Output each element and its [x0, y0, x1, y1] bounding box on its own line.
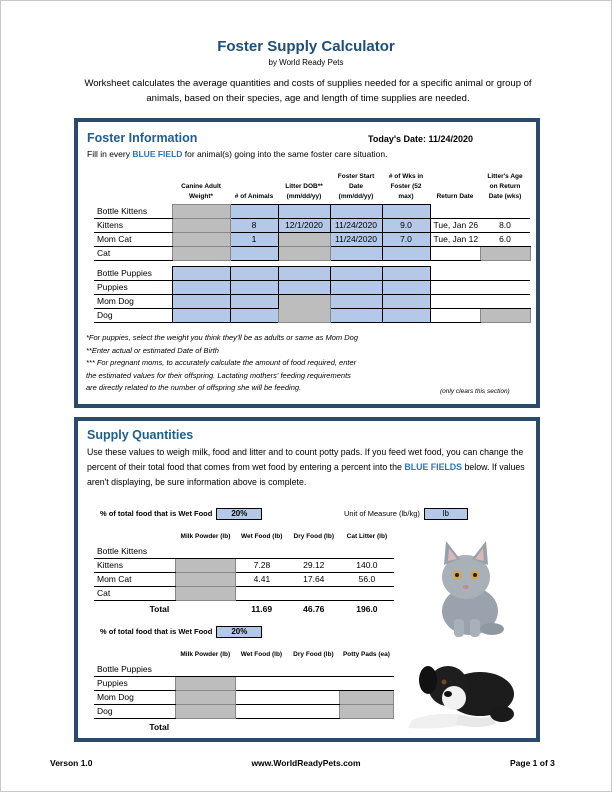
animals-input[interactable]: [230, 280, 278, 294]
weeks-input[interactable]: [382, 280, 430, 294]
weeks-input[interactable]: [382, 246, 430, 260]
return-date: [430, 308, 480, 322]
weight-input[interactable]: [172, 280, 230, 294]
header-wet-food: Wet Food (lb): [240, 533, 283, 540]
table-row: [94, 280, 530, 294]
header-milk-powder: Milk Powder (lb): [180, 533, 231, 540]
total-litter: 196.0: [356, 604, 378, 615]
dry-food-value: 29.12: [288, 558, 340, 572]
start-date-input[interactable]: [330, 280, 382, 294]
row-label: Kittens: [94, 218, 172, 232]
table-row: [94, 204, 530, 218]
animals-input[interactable]: 1: [230, 232, 278, 246]
row-label: Mom Cat: [94, 232, 172, 246]
blue-field-label: BLUE FIELD: [132, 149, 183, 159]
wet-food-value: 4.41: [236, 572, 288, 586]
weeks-input[interactable]: 9.0: [382, 218, 430, 232]
header-return-date: Return Date: [436, 193, 474, 200]
row-label: Puppies: [94, 280, 172, 294]
total-label: Total: [149, 604, 170, 615]
start-date-input[interactable]: 11/24/2020: [330, 218, 382, 232]
wet-food-dog-row: [100, 626, 262, 638]
table-row: [94, 218, 530, 232]
row-label: Cat: [94, 586, 175, 600]
header-potty-pads: Potty Pads (ea): [342, 651, 390, 658]
age-disabled: [480, 246, 530, 260]
footnote: **Enter actual or estimated Date of Birth: [86, 345, 219, 355]
return-date: [430, 246, 480, 260]
version-label: Verson 1.0: [50, 758, 93, 768]
pads-disabled: [339, 704, 393, 718]
total-row: [94, 718, 394, 736]
litter-age: [480, 266, 530, 280]
weight-disabled: [172, 204, 230, 218]
supply-instructions: Use these values to weigh milk, food and litter and to count potty pads. If you feed wet food, you can change the percent of their total food that comes from wet food by entering a percent into the BLUE FIELDS below. If values aren't displaying, be sure information above is complete.: [87, 447, 525, 487]
milk-disabled: [175, 676, 235, 690]
header-dry-food: Dry Food (lb): [293, 651, 334, 658]
footnote: *** For pregnant moms, to accurately calculate the amount of food required, enter: [86, 358, 357, 367]
table-row: [94, 586, 394, 600]
litter-age: 8.0: [480, 218, 530, 232]
animals-input[interactable]: [230, 246, 278, 260]
return-date: Tue, Jan 26: [430, 218, 480, 232]
table-row: [94, 246, 530, 260]
kitten-image: [426, 535, 508, 639]
start-date-input[interactable]: [330, 204, 382, 218]
milk-disabled: [175, 572, 235, 586]
return-date: [430, 294, 480, 308]
foster-info-table: [94, 164, 531, 323]
total-row: [94, 600, 394, 618]
footer-url[interactable]: www.WorldReadyPets.com: [251, 758, 361, 768]
wet-food-cat-input[interactable]: 20%: [216, 508, 262, 520]
start-date-input[interactable]: 11/24/2020: [330, 232, 382, 246]
weight-disabled: [172, 246, 230, 260]
animals-input[interactable]: [230, 308, 278, 322]
row-label: Bottle Puppies: [94, 266, 172, 280]
row-label: Puppies: [94, 676, 175, 690]
dry-food-value: 17.64: [288, 572, 340, 586]
litter-age: 6.0: [480, 232, 530, 246]
foster-instructions: Fill in every BLUE FIELD for animal(s) going into the same foster care situation.: [87, 149, 388, 159]
table-row: [94, 294, 530, 308]
header-foster-start: Foster Start Date (mm/dd/yy): [337, 172, 375, 200]
litter-age: [480, 204, 530, 218]
row-label: Mom Cat: [94, 572, 175, 586]
animals-input[interactable]: [230, 204, 278, 218]
weight-input[interactable]: [172, 266, 230, 280]
litter-age: [480, 294, 530, 308]
dob-disabled: [278, 232, 330, 246]
row-label: Kittens: [94, 558, 175, 572]
wet-food-label: % of total food that is Wet Food: [100, 627, 213, 636]
milk-disabled: [175, 558, 235, 572]
weight-disabled: [172, 232, 230, 246]
header-milk-powder: Milk Powder (lb): [180, 651, 231, 658]
row-label: Dog: [94, 704, 175, 718]
dob-input[interactable]: 12/1/2020: [278, 218, 330, 232]
row-label: Dog: [94, 308, 172, 322]
intro-text: Worksheet calculates the average quantities and costs of supplies needed for a specific animal or group of animals, based on their species, age and length of time supplies are needed.: [84, 78, 532, 104]
pads-disabled: [339, 690, 393, 704]
supply-title: Supply Quantities: [87, 428, 194, 442]
start-date-input[interactable]: [330, 294, 382, 308]
puppy-image: [398, 650, 520, 736]
today-date: Today's Date: 11/24/2020: [368, 134, 474, 144]
row-label: Cat: [94, 246, 172, 260]
total-dry: 46.76: [303, 604, 325, 615]
total-wet: 11.69: [251, 604, 273, 615]
header-num-animals: # of Animals: [234, 192, 274, 200]
dob-input[interactable]: [278, 204, 330, 218]
row-label: Bottle Kittens: [94, 204, 172, 218]
header-litter-dob: Litter DOB** (mm/dd/yy): [285, 182, 323, 200]
table-row: [94, 690, 394, 704]
header-canine-weight: Canine Adult Weight*: [181, 182, 221, 200]
foster-info-title: Foster Information: [87, 131, 198, 145]
wet-food-cat-row: [100, 508, 262, 520]
table-row: [94, 572, 394, 586]
weeks-input[interactable]: [382, 204, 430, 218]
litter-age: [480, 280, 530, 294]
table-row: [94, 266, 530, 280]
weeks-input[interactable]: 7.0: [382, 232, 430, 246]
weight-input[interactable]: [172, 308, 230, 322]
milk-disabled: [175, 690, 235, 704]
weeks-input[interactable]: [382, 308, 430, 322]
header-cat-litter: Cat Litter (lb): [346, 533, 388, 540]
dob-disabled: [278, 294, 330, 322]
header-dry-food: Dry Food (lb): [293, 533, 334, 540]
return-date: [430, 280, 480, 294]
milk-disabled: [175, 586, 235, 600]
dob-disabled: [278, 246, 330, 260]
start-date-input[interactable]: [330, 246, 382, 260]
weeks-input[interactable]: [382, 294, 430, 308]
animals-input[interactable]: 8: [230, 218, 278, 232]
weight-disabled: [172, 218, 230, 232]
dob-input[interactable]: [278, 266, 330, 280]
cat-supply-table: [94, 520, 394, 618]
animals-input[interactable]: [230, 294, 278, 308]
dog-supply-table: [94, 638, 394, 736]
total-label: Total: [149, 722, 170, 733]
table-row: [94, 676, 394, 690]
start-date-input[interactable]: [330, 308, 382, 322]
row-label: Mom Dog: [94, 294, 172, 308]
page-subtitle: by World Ready Pets: [268, 58, 344, 67]
header-weeks-foster: # of Wks in Foster (52 max): [388, 172, 424, 200]
row-label: Bottle Kittens: [94, 544, 175, 558]
footnote: *For puppies, select the weight you think they'll be as adults or same as Mom Dog: [86, 333, 358, 342]
unit-select[interactable]: lb: [424, 508, 468, 520]
wet-food-dog-input[interactable]: 20%: [216, 626, 262, 638]
clear-section-button[interactable]: (only clears this section): [440, 388, 510, 395]
return-date: Tue, Jan 12: [430, 232, 480, 246]
table-row: [94, 704, 394, 718]
page-title: Foster Supply Calculator: [217, 38, 395, 55]
footnotes: [86, 332, 526, 395]
row-label: Bottle Puppies: [94, 662, 175, 676]
milk-disabled: [175, 704, 235, 718]
table-row: [94, 662, 394, 676]
animals-input[interactable]: [230, 266, 278, 280]
page-number: Page 1 of 3: [510, 758, 555, 768]
age-disabled: [480, 308, 530, 322]
unit-label: Unit of Measure (lb/kg): [344, 509, 420, 518]
header-wet-food: Wet Food (lb): [240, 651, 283, 658]
start-date-input[interactable]: [330, 266, 382, 280]
wet-food-label: % of total food that is Wet Food: [100, 509, 213, 518]
return-date: [430, 266, 480, 280]
blue-fields-label: BLUE FIELDS: [404, 462, 463, 472]
litter-value: 56.0: [340, 572, 394, 586]
dob-input[interactable]: [278, 280, 330, 294]
footnote: the estimated values for their offspring. Lactating mothers' feeding requirements: [86, 370, 351, 380]
table-row: [94, 544, 394, 558]
weeks-input[interactable]: [382, 266, 430, 280]
table-row: [94, 232, 530, 246]
footnote: are directly related to the number of offspring she will be feeding.: [86, 383, 302, 392]
table-row: [94, 558, 394, 572]
unit-row: [344, 508, 468, 520]
return-date: [430, 204, 480, 218]
weight-input[interactable]: [172, 294, 230, 308]
row-label: Mom Dog: [94, 690, 175, 704]
header-litter-age: Litter's Age on Return Date (wks): [487, 173, 523, 200]
litter-value: 140.0: [340, 558, 394, 572]
wet-food-value: 7.28: [236, 558, 288, 572]
